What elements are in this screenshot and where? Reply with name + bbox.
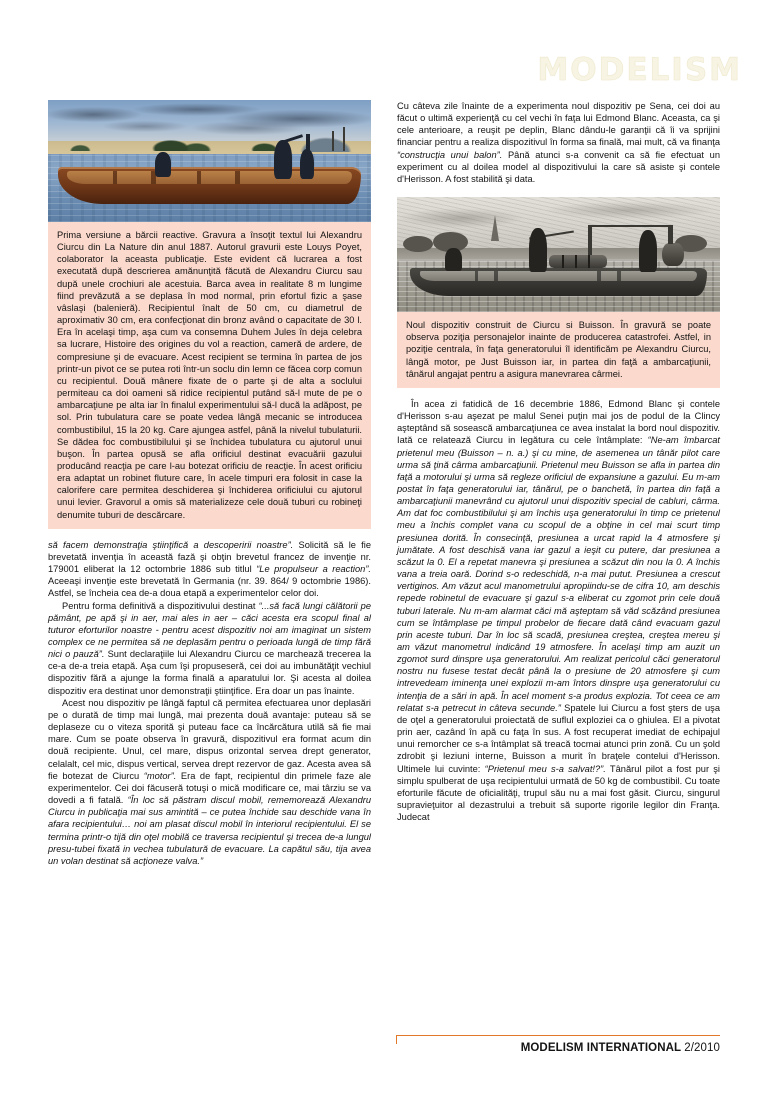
illustration-thwart [617,271,621,281]
paragraph [48,600,371,697]
paragraph [48,539,371,600]
illustration-pipe [668,225,673,245]
text-run: Solicită să le fie brevetată invenţia în această fază şi obţin brevetul francez de invenţie nr. 179001 eliberat la 12 octombrie 1886 sub titlul [48,539,371,575]
illustration-gas-tank [662,243,685,266]
page-masthead-title: MODELISM [537,52,742,88]
illustration-seated-figure [155,152,171,176]
quote-run: “Le propulseur a reaction”. [256,564,372,575]
quote-run: “construcţia unui balon”. [397,149,503,160]
illustration-bush [403,236,432,252]
figure-left [48,100,371,529]
illustration-church-spire [491,215,499,241]
footer-rule-tick [396,1035,397,1044]
illustration-thwart [597,271,601,281]
illustration-ciurcu-figure [529,228,547,272]
text-run: Până atunci s-a convenit ca să fie efectuat un experiment cu al doilea model al dispozitivului la care să asiste şi contele d'Herisson. A fost stabilită şi data. [397,149,720,184]
right-column [397,100,720,867]
quote-run: să facem demonstraţia ştiinţifică a descoperirii noastre”. [48,539,294,550]
quote-run: “Ne-am îmbarcat prietenul meu (Buisson – n. a.) şi cu mine, de asemenea un tânăr pilot care urma să ţină cârma ambarcaţiunii. Prietenul meu Buisson se afla in partea din faţă a motorului şi urma să regleze orificiul de expansiune a gazului. Eu m-am postat în faţa generatorului iar, tânărul, pe o banchetă, în partea din faţă a ambarcaţiunii manevrând cu ajutorul unui dispozitiv special de cabluri, cârma. Am dat foc combustibilului şi am închis uşa generatorului în timp ce prietenul meu a închis complet vana cu scopul de a obţine in cel mai scurt timp presiunea dorită. În consecinţă, presiunea a urcat rapid la 4 atmosfere şi jumătate. A fost deschisă vana iar gazul a ieşit cu putere, dar presiunea a scăzut la 0. El a repetat manevra şi presiunea a scăzut din nou la 0. A închis vana a treia oară. Dorind s-o redeschidă, n-a mai putut. Presiunea a crescut vertiginos. Am văzut acul manometrului apropiindu-se de cifra 10, am deschis repede robinetul de evacuare şi gazul s-a eliberat cu zgomot prin cele două tuburi laterale. Nu m-am alarmat căci mă aşteptam să văd scăzând presiunea cum se întâmplase pe timpul probelor de fiecare dată când evacuam gazul prin aceste tuburi. Dar în loc să scadă, presiunea creştea, creştea mereu şi am văzut manometrul indicând 19 atmosfere. În acelaşi timp am auzit un zgomot surd dinspre uşa generatorului. Am realizat pericolul căci generatorul nostru nu fusese testat decât până la o presiune de 20 atmosfere şi cum intrevedeam iminenţa unei explozii m-am întors dinspre uşa generatorului cu intenţia de a sări in apă. În acel moment s-a produs explozia. Tot ceea ce am relatat s-a petrecut in câteva secunde.” [397,435,720,713]
figure-right [397,197,720,388]
quote-run: “Prietenul meu s-a salvat!?”. [484,763,606,774]
figure-left-caption: Prima versiune a bărcii reactive. Gravura a însoţit textul lui Alexandru Ciurcu din La Nature din anul 1887. Autorul gravurii este Louys Poyet, colaborator la aceasta publicaţie. Este evident că lucrarea a fost executată după descrierea amănunţită făcută de Alexandru Ciurcu sau după unele crochiuri ale acestuia. Barca avea in realitate 8 m lungime fiind prevăzută a se deplasa în mod normal, prin efortul fizic a şase vâslaşi (balenieră). Recipientul înalt de 50 cm, cu diametrul de aproximativ 30 cm, era confecţionat din bronz având o capacitate de 30 l. Era în acelaşi timp, aşa cum va consemna Duhem Jules în deja celebra sa lucrare, Histoire des origines du vol a reaction, cameră de ardere, de compresiune şi de evacuare. Acest recipient se termina în partea de jos printr-un pivot ce se putea roti într-un soclu din lemn ce făcea corp comun cu recipientul. Două mânere fixate de o parte şi de alta a soclului permiteau ca doi oameni să ridice recipientul putând să-l mute de pe o ambarcaţiune pe alta iar în finalul experimentului să-l ducă la adăpost, pe sol. Prin tubulatura care se poate vedea lângă mecanic se introducea combustibilul, 15 la 20 kg. Care ajungea astfel, până la nivelul tubulaturii. Se dădea foc combustibilului şi se închidea tubulatura cu ajutorul unui buşon. În partea opusă se afla orificiul destinat evacuării gazului producând reacţia pe care l-au botezat orificiu de reacţie. În acest orificiu era adaptat un robinet fluture care, în acele timpuri era folosit in case la calorifere care permitea deschiderea şi închiderea orificiului cu ajutorul unui levier. Gravorul a omis să materializeze cele două tuburi cu robineţi denumite tuburi de descărcare. [48,222,371,529]
illustration-mast-rod [306,134,310,154]
illustration-pipe [591,225,672,227]
illustration-seated-figure [445,248,461,271]
footer-text [396,1042,720,1054]
illustration-standing-figure [274,140,292,179]
illustration-colorized-boat [48,100,371,222]
paragraph [397,398,720,823]
paragraph [397,100,720,185]
illustration-thwart [197,171,202,184]
illustration-generator-band [562,255,564,269]
illustration-generator-band [588,255,590,269]
footer-issue-number: 2/2010 [684,1042,720,1054]
illustration-chimney [343,127,345,151]
text-run: Pentru forma definitivă a dispozitivului destinat [62,600,259,611]
left-column [48,100,371,867]
illustration-buisson-figure [639,230,657,271]
left-column-text [48,539,371,867]
text-run: Era de fapt, recipientul din primele faze ale experimentelor. Cei doi făcuseră totuşi o mică modificare ce, mai târziu se va dovedi a fi fatală. [48,770,371,806]
illustration-thwart [235,171,240,184]
text-run: Cu câteva zile înainte de a experimenta noul dispozitiv pe Sena, cei doi au făcut o ultimă experienţă cu cel vechi în faţa lui Edmond Blanc. Aceasta, ca şi cele anterioare, a reuşit pe deplin, Blanc dându-le garanţii că îi va sprijini financiar pentru a realiza dispozitivul în forma sa finală, mai mult, că va finanţa [397,101,720,148]
spacer [48,529,371,539]
illustration-generator-band [575,255,577,269]
text-run: În acea zi fatidică de 16 decembrie 1886, Edmond Blanc şi contele d'Herisson s-au aşezat pe malul Senei puţin mai jos de podul de la Clincy aşteptând să sosească ambarcaţiunea ce avea instalat la bord noul dispozitiv. Iată ce relatează Ciurcu in legătura cu cele întâmplate: [397,398,720,446]
quote-run: “motor”. [143,770,177,781]
illustration-chimney [332,131,334,152]
article-columns [48,100,720,867]
text-run: Spatele lui Ciurcu a fost şters de uşa de oţel a generatorului proiectată de suflul exploziei ca o ghiulea. El a pivotat prin aer, cazând în apă cu faţa în sus. A fost recuperat imediat de echipajul unui remorcher ce s-a întâmplat să treacă tocmai atunci prin zonă. Cu un şold zdrobit şi leziuni interne, Buisson a murit în braţele contelui d'Herisson. Ultimele lui cuvinte: [397,702,720,774]
illustration-thwart [475,271,479,281]
footer-rule [396,1035,720,1036]
figure-right-caption: Noul dispozitiv construit de Ciurcu si Buisson. În gravură se poate observa poziţia personajelor inainte de producerea catastrofei. Astfel, in poziţie centrala, în faţa generatorului îl identificăm pe Alexandru Ciurcu, lângă motor, pe Just Buisson iar, in partea din faţă a ambarcaţiunii, tânărul angajat pentru a asigura manevrarea cârmei. [397,312,720,388]
text-run: Tânărul pilot a fost pur şi simplu spulberat de uşa recipientului urmată de 50 kg de combustibil. Cu toate eforturile făcute de oficialităţi, trupul său nu a mai fost găsit. Ciurcu, singurul supravieţuitor al dezastrului a trebuit să suporte rigorile legilor din Franţa. Judecat [397,763,720,823]
footer-magazine-name: MODELISM INTERNATIONAL [520,1042,681,1054]
quote-run: “...să facă lungi călătorii pe pământ, pe apă şi in aer, mai ales in aer – căci acesta era scopul final al tuturor eforturilor noastre - pentru acest dispozitiv noi am imaginat un sistem complex ce ne permitea să ne deplasăm pentru o perioada lungă de timp fără nici o pauză”. [48,600,371,660]
illustration-engraving-boat [397,197,720,312]
paragraph [48,697,371,867]
illustration-generator [549,255,607,269]
illustration-thwart [494,271,498,281]
spacer [397,185,720,197]
page-footer [396,1035,720,1054]
text-run: Sunt declaraţiile lui Alexandru Ciurcu ce marchează trecerea la ce-a de-a treia etapă. Aşa cum îşi propuseseră, cei doi au imbunătăţit vechiul dispozitiv fără a ajunge la forma finală a aparatului lor. Şi acesta al doilea dispozitiv era destinat unor demonstraţii ştiinţifice. Era doar un pas înainte. [48,649,372,696]
text-run: Acest nou dispozitiv pe lângă faptul că permitea efectuarea unor deplasări pe o durată de timp mai lungă, mai prezenta două avantaje: puteau să se deplaseze cu o viteza sporită şi puteau face ca încărcătura utilă să fie mai mare. Cum se poate observa în gravură, dispozitivul era format acum din două recipiente. Unul, cel mare, dispus orizontal servea drept generator, celalalt, cel mic, dispus vertical, servea drept rezervor de gaz. Acesta avea să fie botezat de Ciurcu [48,697,371,781]
illustration-boat-deck [420,271,698,281]
text-run: Aceeaşi invenţie este brevetată în Germania (nr. 39. 864/ 9 octombrie 1986). Astfel, se încheia cea de-a doua etapă a experimentelor celor doi. [48,576,371,599]
illustration-thwart [113,171,118,184]
quote-run: “În loc să păstram discul mobil, rememorează Alexandru Ciurcu in publicaţia mai sus amintită – ce putea închide sau deschide vana în afara recipientului… noi am plasat discul mobil în interiorul recipientului. El se termina printr-o tijă din oţel mobilă ce traversa recipientul şi trecea de-a lungul presu-tubei fixată in vechea tubulatură de evacuare. La capătul său, tija avea un volan destinat să acţioneze valva.” [48,795,372,866]
illustration-pipe [588,225,593,255]
spacer [397,388,720,398]
